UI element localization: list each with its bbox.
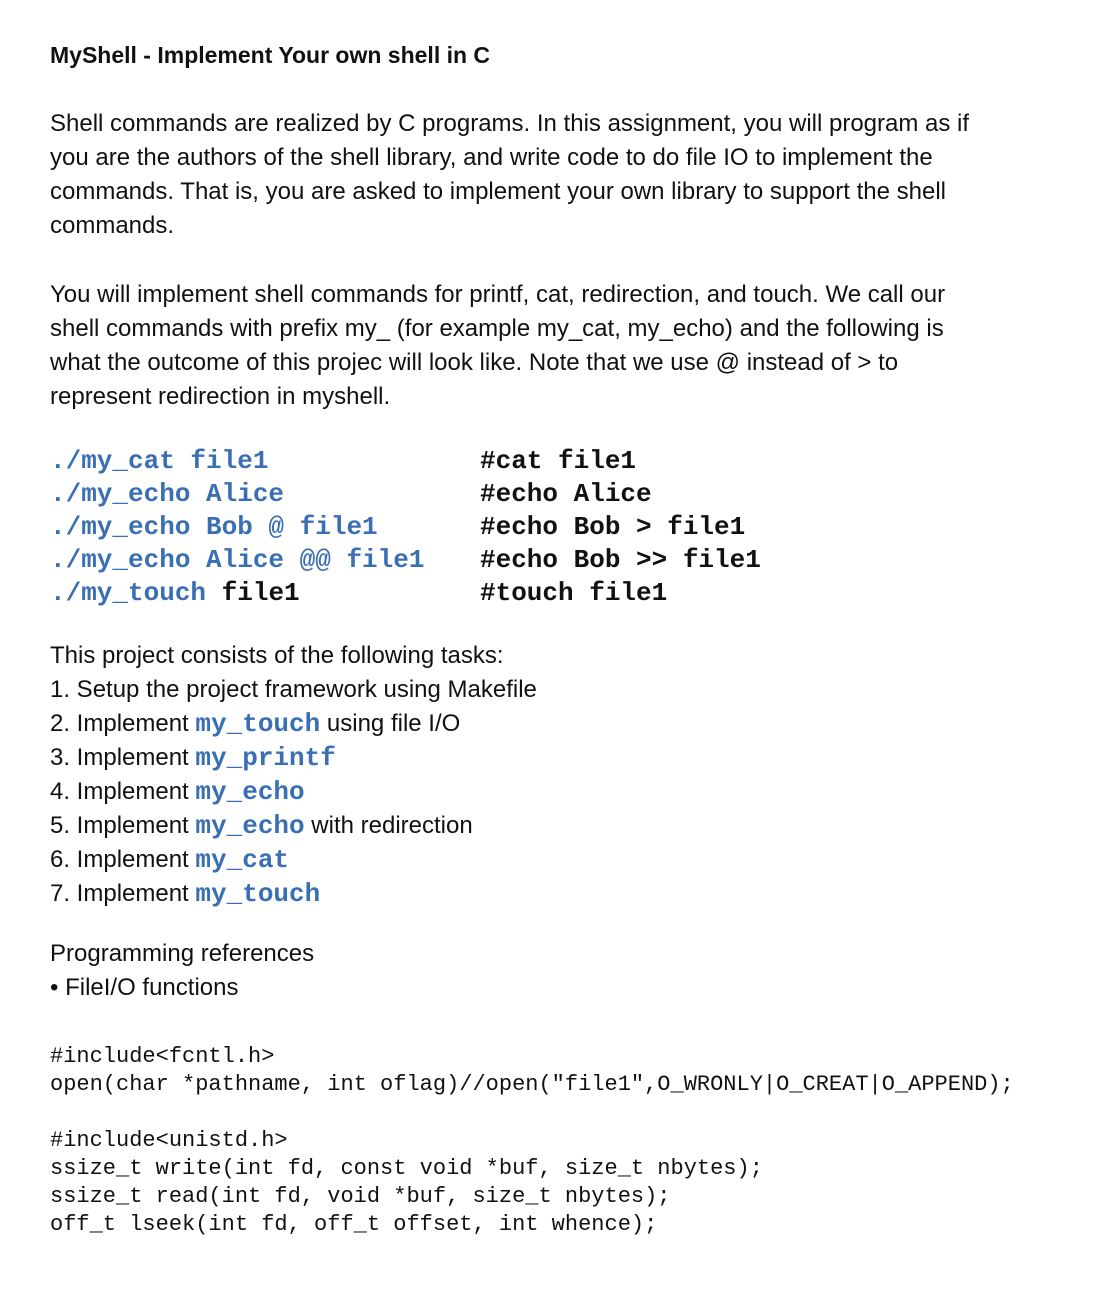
task-prefix: 2. Implement — [50, 710, 196, 737]
document-page — [50, 38, 1050, 1267]
command-text: ./my_echo Alice @@ file1 — [50, 545, 425, 575]
task-prefix: 1. Setup the project framework using Makefile — [50, 676, 537, 703]
intro-line: Shell commands are realized by C programs. In this assignment, you will program as if — [50, 110, 970, 137]
second-paragraph — [50, 278, 1050, 414]
task-prefix: 6. Implement — [50, 846, 196, 873]
task-prefix: 3. Implement — [50, 744, 196, 771]
references-bullet: • FileI/O functions — [50, 974, 239, 1001]
unix-command: #touch file1 — [480, 578, 668, 608]
intro-line: you are the authors of the shell library, and write code to do file IO to implement the — [50, 144, 933, 171]
programming-references — [50, 937, 1050, 1005]
task-prefix: 7. Implement — [50, 880, 196, 907]
task-prefix: 5. Implement — [50, 812, 196, 839]
task-item — [50, 707, 1050, 741]
command-text: ./my_touch — [50, 578, 207, 608]
unix-command: #echo Alice — [480, 479, 652, 509]
code-line: off_t lseek(int fd, off_t offset, int whence); — [50, 1212, 658, 1237]
second-line: represent redirection in myshell. — [50, 383, 391, 410]
command-text: ./my_cat file1 — [50, 446, 269, 476]
myshell-command — [50, 478, 424, 511]
command-arg: file1 — [206, 578, 300, 608]
command-text: ./my_echo Bob @ file1 — [50, 512, 378, 542]
unix-commands-column — [480, 445, 761, 610]
myshell-command — [50, 511, 424, 544]
code-block-unistd — [50, 1127, 1050, 1239]
command-examples — [50, 445, 1050, 608]
task-code: my_echo — [195, 811, 305, 841]
task-item — [50, 741, 1050, 775]
myshell-commands-column — [50, 445, 424, 610]
code-line: open(char *pathname, int oflag)//open("file1",O_WRONLY|O_CREAT|O_APPEND); — [50, 1072, 1014, 1097]
task-code: my_touch — [195, 709, 321, 739]
task-item — [50, 775, 1050, 809]
task-heading: This project consists of the following tasks: — [50, 642, 504, 669]
intro-line: commands. — [50, 212, 175, 239]
task-code: my_echo — [195, 777, 305, 807]
task-item — [50, 843, 1050, 877]
task-code: my_touch — [195, 879, 321, 909]
task-code: my_printf — [195, 743, 336, 773]
task-prefix: 4. Implement — [50, 778, 196, 805]
task-code: my_cat — [195, 845, 290, 875]
task-list — [50, 639, 1050, 911]
task-suffix: using file I/O — [320, 710, 461, 737]
unix-command: #echo Bob >> file1 — [480, 545, 761, 575]
task-item — [50, 673, 1050, 707]
unix-command: #cat file1 — [480, 446, 637, 476]
intro-paragraph — [50, 107, 1050, 243]
second-line: shell commands with prefix my_ (for example my_cat, my_echo) and the following is — [50, 315, 944, 342]
references-heading: Programming references — [50, 940, 315, 967]
myshell-command — [50, 445, 424, 478]
task-item — [50, 809, 1050, 843]
code-block-fcntl — [50, 1043, 1050, 1099]
myshell-command — [50, 577, 424, 610]
intro-line: commands. That is, you are asked to implement your own library to support the shell — [50, 178, 946, 205]
second-line: You will implement shell commands for printf, cat, redirection, and touch. We call our — [50, 281, 946, 308]
second-line: what the outcome of this projec will look like. Note that we use @ instead of > to — [50, 349, 899, 376]
code-line: ssize_t read(int fd, void *buf, size_t nbytes); — [50, 1184, 671, 1209]
code-line: ssize_t write(int fd, const void *buf, size_t nbytes); — [50, 1156, 763, 1181]
myshell-command — [50, 544, 424, 577]
code-line: #include<fcntl.h> — [50, 1044, 275, 1069]
document-title: MyShell - Implement Your own shell in C — [50, 42, 491, 68]
task-suffix: with redirection — [304, 812, 473, 839]
task-item — [50, 877, 1050, 911]
code-line: #include<unistd.h> — [50, 1128, 288, 1153]
unix-command: #echo Bob > file1 — [480, 512, 746, 542]
command-text: ./my_echo Alice — [50, 479, 285, 509]
